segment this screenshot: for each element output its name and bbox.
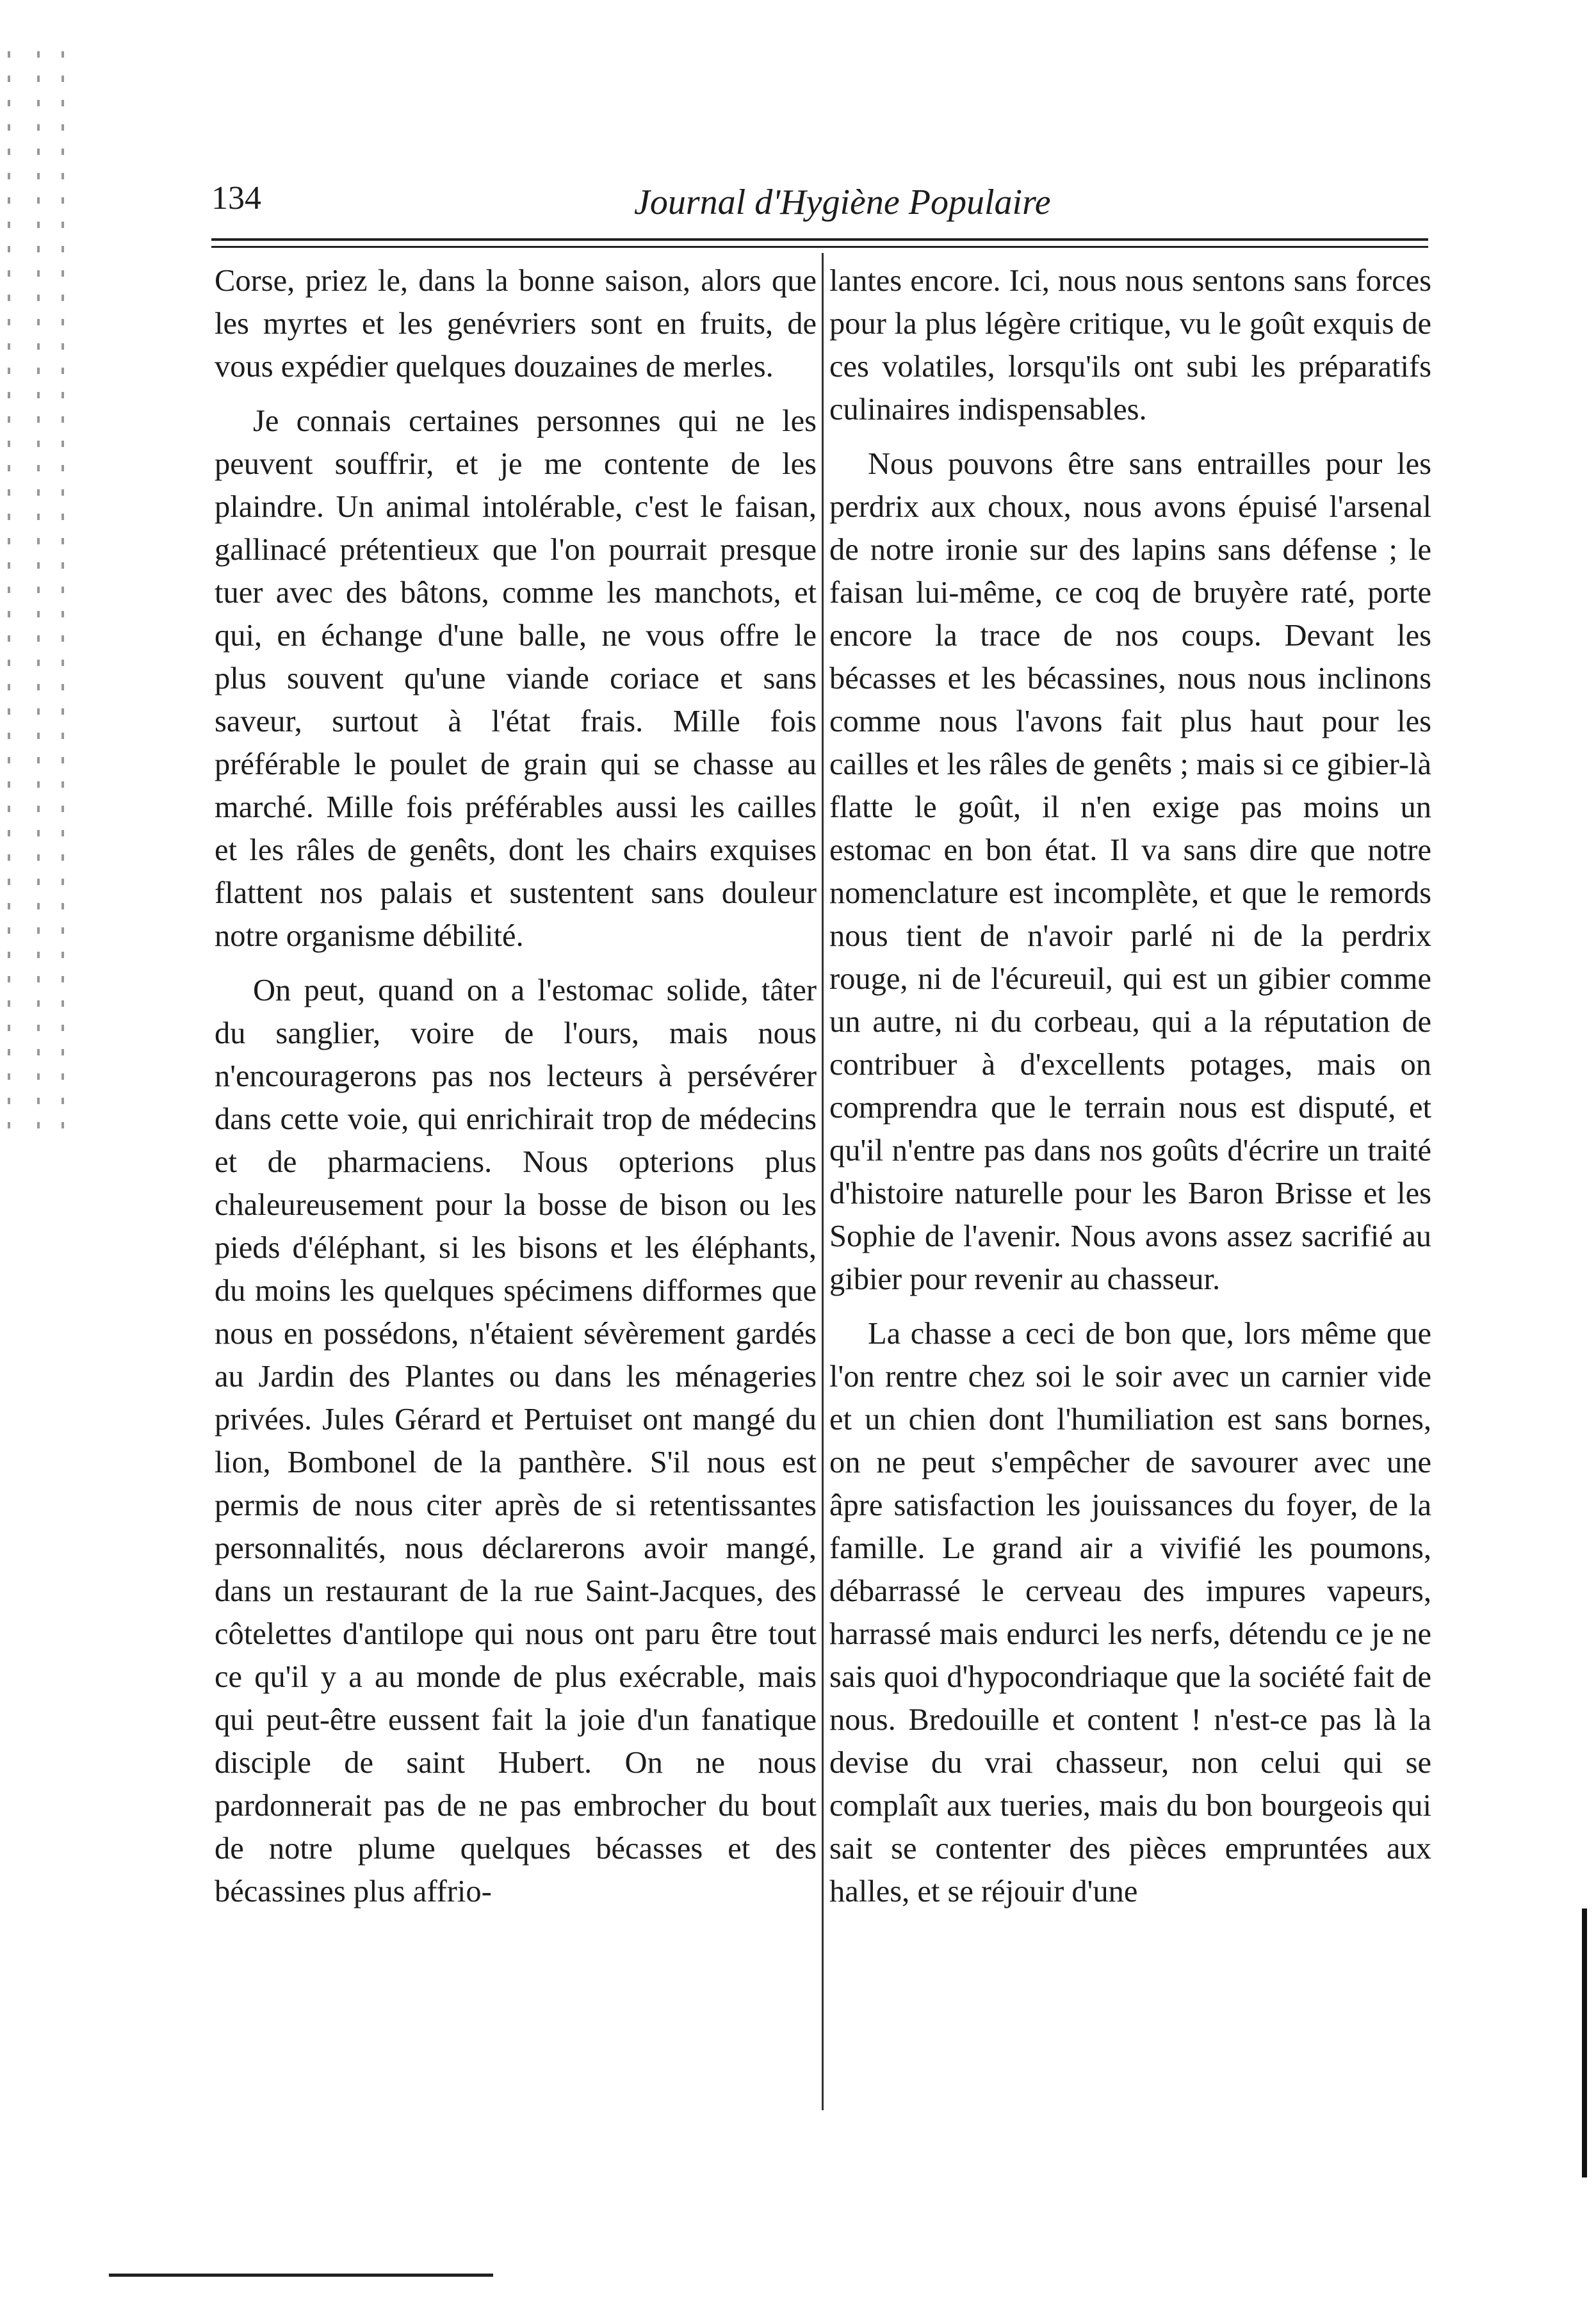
bottom-rule: [109, 2274, 493, 2277]
binding-edge-marks: [0, 51, 77, 1140]
margin-mark: [1582, 1908, 1587, 2177]
paragraph: Corse, priez le, dans la bonne saison, alors que les myrtes et les genévriers sont en fruits, de vous expédier quelques douzaines de merles.: [215, 264, 817, 384]
paragraph: lantes encore. Ici, nous nous sentons sans forces pour la plus légère critique, vu le goût exquis de ces volatiles, lorsqu'ils ont subi les préparatifs culinaires indispensables.: [829, 264, 1431, 427]
page-header: [211, 173, 1428, 231]
paragraph: Je connais certaines personnes qui ne les peuvent souffrir, et je me contente de les plaindre. Un animal intolérable, c'est le faisan, gallinacé prétentieux que l'on pourrait presque tuer avec des bâtons, comme les manchots, et qui, en échange d'une balle, ne vous offre le plus souvent qu'une viande coriace et sans saveur, surtout à l'état frais. Mille fois préférable le poulet de grain qui se chasse au marché. Mille fois préférables aussi les cailles et les râles de genêts, dont les chairs exquises flattent nos palais et sustentent sans douleur notre organisme débilité.: [215, 404, 817, 953]
column-divider: [822, 253, 824, 2110]
left-column: [215, 259, 817, 1913]
paragraph: La chasse a ceci de bon que, lors même que l'on rentre chez soi le soir avec un carnier vide et un chien dont l'humiliation est sans bornes, on ne peut s'empêcher de savourer avec une âpre satisfaction les jouissances du foyer, de la famille. Le grand air a vivifié les poumons, débarrassé le cerveau des impures vapeurs, harrassé mais endurci les nerfs, détendu ce je ne sais quoi d'hypocondriaque que la société fait de nous. Bredouille et content ! n'est-ce pas là la devise du vrai chasseur, non celui qui se complaît aux tueries, mais du bon bourgeois qui sait se contenter des pièces empruntées aux halles, et se réjouir d'une: [829, 1317, 1431, 1908]
paragraph: Nous pouvons être sans entrailles pour les perdrix aux choux, nous avons épuisé l'arsenal de notre ironie sur des lapins sans défense ; le faisan lui-même, ce coq de bruyère raté, porte encore la trace de nos coups. Devant les bécasses et les bécassines, nous nous inclinons comme nous l'avons fait plus haut pour les cailles et les râles de genêts ; mais si ce gibier-là flatte le goût, il n'en exige pas moins un estomac en bon état. Il va sans dire que notre nomenclature est incomplète, et que le remords nous tient de n'avoir parlé ni de la perdrix rouge, ni de l'écureuil, qui est un gibier comme un autre, ni du corbeau, qui a la réputation de contribuer à d'excellents potages, mais on comprendra que le terrain nous est disputé, et qu'il n'entre pas dans nos goûts d'écrire un traité d'histoire naturelle pour les Baron Brisse et les Sophie de l'avenir. Nous avons assez sacrifié au gibier pour revenir au chasseur.: [829, 447, 1431, 1296]
running-title: Journal d'Hygiène Populaire: [634, 183, 1051, 222]
header-rule: [211, 238, 1428, 241]
paragraph: On peut, quand on a l'estomac solide, tâter du sanglier, voire de l'ours, mais nous n'encouragerons pas nos lecteurs à persévérer dans cette voie, qui enrichirait trop de médecins et de pharmaciens. Nous opterions plus chaleureusement pour la bosse de bison ou les pieds d'éléphant, si les bisons et les éléphants, du moins les quelques spécimens difformes que nous en possédons, n'étaient sévèrement gardés au Jardin des Plantes ou dans les ménageries privées. Jules Gérard et Pertuiset ont mangé du lion, Bombonel de la panthère. S'il nous est permis de nous citer après de si retentissantes personnalités, nous déclarerons avoir mangé, dans un restaurant de la rue Saint-Jacques, des côtelettes d'antilope qui nous ont paru être tout ce qu'il y a au monde de plus exécrable, mais qui peut-être eussent fait la joie d'un fanatique disciple de saint Hubert. On ne nous pardonnerait pas de ne pas embrocher du bout de notre plume quelques bécasses et des bécassines plus affrio-: [215, 973, 817, 1908]
header-rule-secondary: [211, 246, 1428, 248]
right-column: [829, 259, 1431, 1913]
page-number: 134: [211, 180, 261, 216]
